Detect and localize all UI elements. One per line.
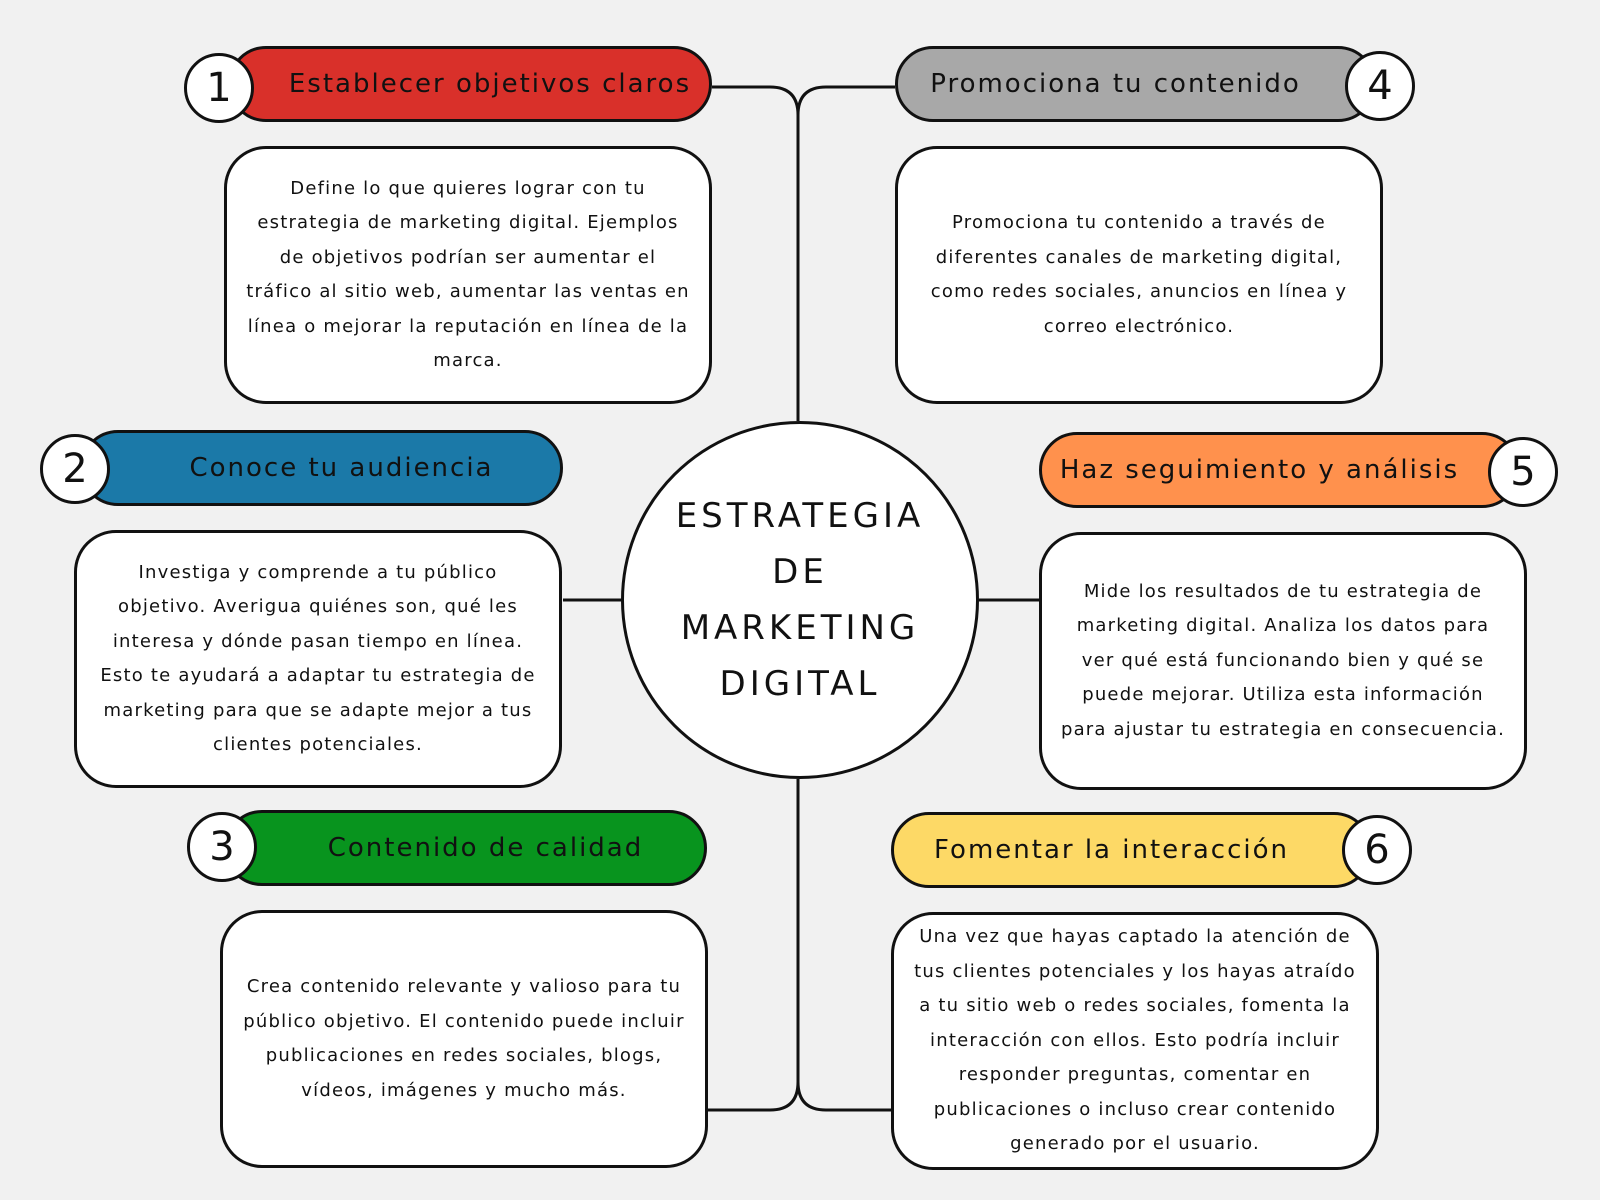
step-6-number-badge [1342, 815, 1412, 885]
step-5-header [1039, 432, 1520, 508]
step-5-description-card [1039, 532, 1527, 790]
step-5-number: 5 [1510, 449, 1536, 495]
step-2-description: Investiga y comprende a tu público objetivo. Averigua quiénes son, qué les interesa y dónde pasan tiempo en línea. Esto te ayudará a adaptar tu estrategia de marketing para que se adapte mejor a tus clientes potenciales. [100, 561, 536, 755]
step-3-number-badge [187, 812, 257, 882]
step-3-description: Crea contenido relevante y valioso para tu público objetivo. El contenido puede incluir publicaciones en redes sociales, blogs, vídeos, imágenes y mucho más. [243, 976, 685, 1101]
connector-step-4 [798, 87, 895, 115]
step-1-title: Establecer objetivos claros [288, 69, 692, 99]
step-6-header [891, 812, 1372, 888]
step-6-description-card [891, 912, 1379, 1170]
step-4-number-badge [1345, 51, 1415, 121]
step-3-title: Contenido de calidad [327, 833, 644, 863]
step-4-description: Promociona tu contenido a través de diferentes canales de marketing digital, como redes sociales, anuncios en línea y correo electrónico. [930, 212, 1348, 337]
step-5-number-badge [1488, 437, 1558, 507]
step-6-description: Una vez que hayas captado la atención de tus clientes potenciales y los hayas atraído a tu sitio web o redes sociales, fomenta la interacción con ellos. Esto podría incluir responder preguntas, comentar en publicaciones o incluso crear contenido generado por el usuario. [914, 926, 1356, 1155]
step-1-header [228, 46, 712, 122]
step-2-description-card [74, 530, 562, 788]
step-2-title: Conoce tu audiencia [189, 453, 494, 483]
step-2-header [80, 430, 563, 506]
center-circle [621, 421, 979, 779]
step-5-description: Mide los resultados de tu estrategia de marketing digital. Analiza los datos para ver qué está funcionando bien y qué se puede mejorar. Utiliza esta información para ajustar tu estrategia en consecuencia. [1060, 580, 1506, 740]
step-4-header [895, 46, 1376, 122]
step-1-number-badge [184, 53, 254, 123]
step-5-title: Haz seguimiento y análisis [1059, 455, 1460, 485]
step-3-description-card [220, 910, 708, 1168]
step-4-number: 4 [1367, 63, 1393, 109]
step-6-title: Fomentar la interacción [934, 835, 1289, 865]
center-title: ESTRATEGIA DE MARKETING DIGITAL [675, 496, 925, 704]
step-6-number: 6 [1364, 827, 1390, 873]
step-2-number-badge [40, 434, 110, 504]
connector-step-3 [707, 779, 798, 1110]
step-3-number: 3 [209, 824, 235, 870]
connector-step-6 [798, 1082, 891, 1110]
step-1-description: Define lo que quieres lograr con tu estrategia de marketing digital. Ejemplos de objetivos podrían ser aumentar el tráfico al sitio web, aumentar las ventas en línea o mejorar la reputación en línea de la marca. [246, 177, 690, 371]
connector-step-1 [712, 87, 798, 421]
step-4-description-card [895, 146, 1383, 404]
step-2-number: 2 [62, 446, 88, 492]
step-4-title: Promociona tu contenido [930, 69, 1301, 99]
step-3-header [224, 810, 707, 886]
step-1-description-card [224, 146, 712, 404]
step-1-number: 1 [206, 65, 232, 111]
